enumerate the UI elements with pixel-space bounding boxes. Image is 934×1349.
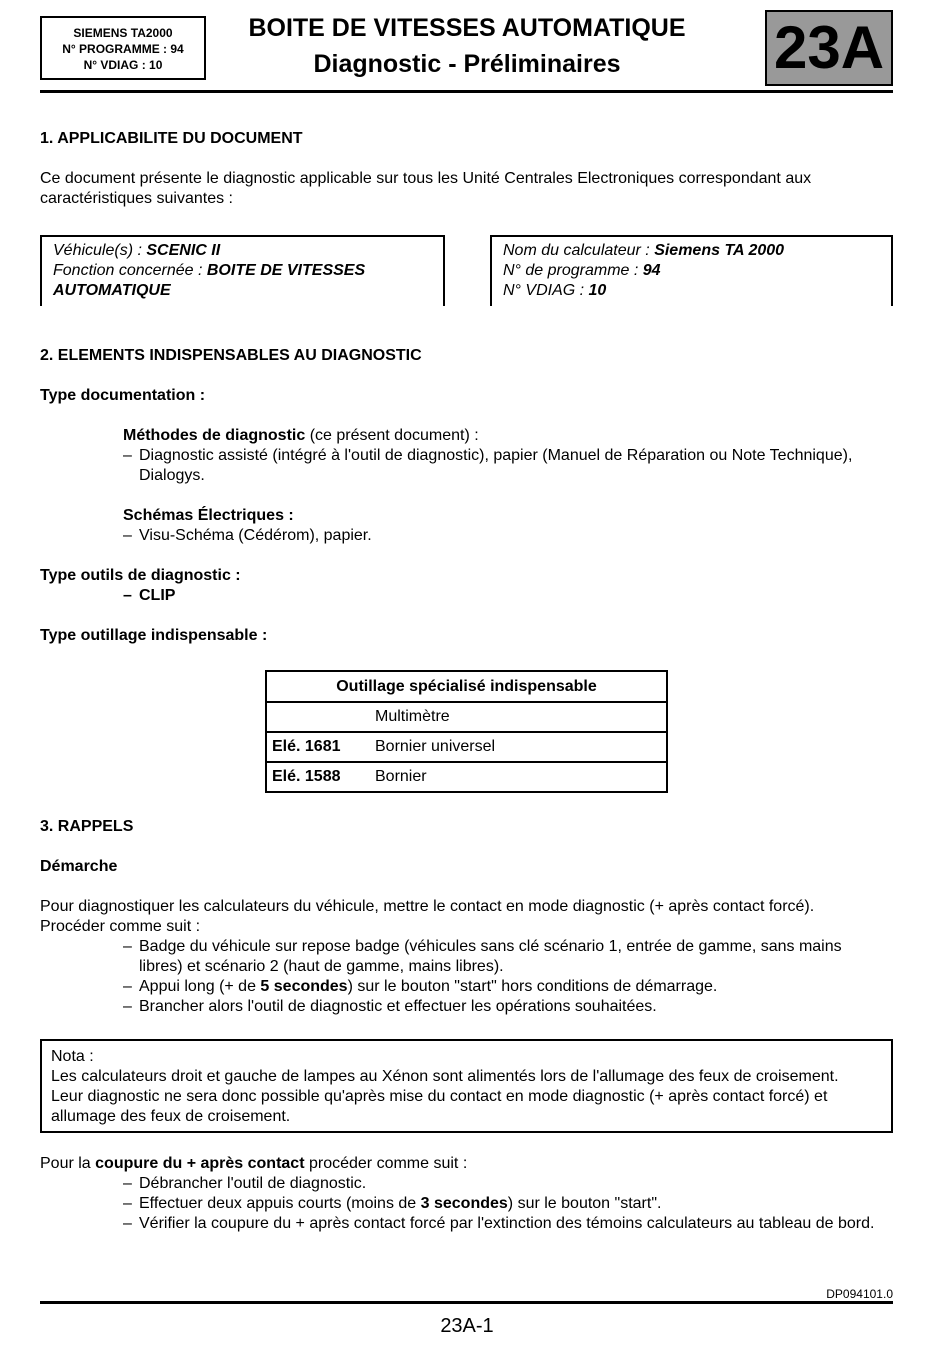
- list-dash: –: [123, 587, 132, 604]
- tool-ref: Elé. 1588: [266, 762, 370, 792]
- cut-item-2-c: ) sur le bouton "start".: [507, 1195, 662, 1212]
- schemas-title: Schémas Électriques :: [123, 507, 294, 524]
- table-header: Outillage spécialisé indispensable: [266, 671, 667, 702]
- table-header-row: [266, 671, 667, 702]
- vdiag-label: N° VDIAG :: [503, 282, 589, 299]
- tool-name: Multimètre: [370, 702, 667, 732]
- program-label: N° de programme :: [503, 262, 643, 279]
- cut-item-1: Débrancher l'outil de diagnostic.: [139, 1175, 367, 1192]
- program-value: 94: [642, 262, 661, 279]
- tool-name: Bornier: [370, 762, 667, 792]
- section-3-heading: 3. RAPPELS: [40, 818, 134, 835]
- document-reference: DP094101.0: [826, 1287, 893, 1301]
- procedure-item-3: Brancher alors l'outil de diagnostic et effectuer les opérations souhaitées.: [139, 998, 657, 1015]
- tool-type-label: Type outils de diagnostic :: [40, 567, 241, 584]
- table-row: [266, 732, 667, 762]
- page-subtitle: Diagnostic - Préliminaires: [313, 50, 621, 78]
- ecu-value: Siemens TA 2000: [654, 242, 785, 259]
- cut-item-2-b: 3 secondes: [420, 1195, 508, 1212]
- procedure-para-1: Pour diagnostiquer les calculateurs du véhicule, mettre le contact en mode diagnostic (+ après contact forcé).: [40, 898, 815, 915]
- procedure-item-1-line-2: libres) et scénario 2 (haut de gamme, mains libres).: [139, 958, 504, 975]
- procedure-item-1-line-1: Badge du véhicule sur repose badge (véhicules sans clé scénario 1, entrée de gamme, sans mains: [139, 938, 842, 955]
- list-dash: –: [123, 1175, 132, 1192]
- header-rule: [40, 90, 893, 93]
- procedure-item-2-c: ) sur le bouton "start" hors conditions de démarrage.: [347, 978, 718, 995]
- schemas-item: Visu-Schéma (Cédérom), papier.: [139, 527, 372, 544]
- function-label: Fonction concernée :: [53, 262, 207, 279]
- nota-line-2: Leur diagnostic ne sera donc possible qu'après mise du contact en mode diagnostic (+ après contact forcé) et: [51, 1088, 828, 1105]
- tool-item-label: CLIP: [139, 587, 176, 604]
- vehicle-value: SCENIC II: [146, 242, 221, 259]
- list-dash: –: [123, 978, 132, 995]
- cut-intro-c: procéder comme suit :: [304, 1155, 468, 1172]
- header-program: N° PROGRAMME : 94: [62, 42, 184, 56]
- chapter-code: 23A: [765, 10, 893, 86]
- nota-line-1: Les calculateurs droit et gauche de lampes au Xénon sont alimentés lors de l'allumage des feux de croisement.: [51, 1068, 839, 1085]
- cut-intro-a: Pour la: [40, 1155, 96, 1172]
- table-row: [266, 762, 667, 792]
- list-dash: –: [123, 998, 132, 1015]
- list-dash: –: [123, 527, 132, 544]
- methods-title: Méthodes de diagnostic: [123, 427, 306, 444]
- nota-line-3: allumage des feux de croisement.: [51, 1108, 291, 1125]
- section-2-heading: 2. ELEMENTS INDISPENSABLES AU DIAGNOSTIC: [40, 347, 422, 364]
- cut-item-3: Vérifier la coupure du + après contact forcé par l'extinction des témoins calculateurs au tableau de bord.: [139, 1215, 875, 1232]
- function-value: BOITE DE VITESSES AUTOMATIQUE: [53, 262, 366, 299]
- footer-rule: [40, 1301, 893, 1304]
- section-1-intro: Ce document présente le diagnostic applicable sur tous les Unité Centrales Electroniques correspondant aux caractéristiques suivantes :: [40, 170, 812, 207]
- section-1-heading: 1. APPLICABILITE DU DOCUMENT: [40, 130, 303, 147]
- cut-item-2-a: Effectuer deux appuis courts (moins de: [139, 1195, 421, 1212]
- tool-name: Bornier universel: [370, 732, 667, 762]
- methods-block: [123, 426, 903, 486]
- cut-list: [123, 1174, 913, 1234]
- doc-type-label: Type documentation :: [40, 387, 206, 404]
- page-title: BOITE DE VITESSES AUTOMATIQUE: [248, 14, 686, 42]
- procedure-item-2-b: 5 secondes: [260, 978, 348, 995]
- tool-ref: Elé. 1681: [266, 732, 370, 762]
- table-row: [266, 702, 667, 732]
- methods-item: Diagnostic assisté (intégré à l'outil de diagnostic), papier (Manuel de Réparation ou Note Technique), Dialogys.: [139, 447, 853, 484]
- list-dash: –: [123, 1215, 132, 1232]
- page-number: 23A-1: [440, 1315, 494, 1337]
- applicability-ecu-box: [490, 235, 893, 306]
- cut-intro-b: coupure du + après contact: [95, 1155, 305, 1172]
- applicability-vehicle-box: [40, 235, 445, 306]
- schemas-block: [123, 506, 883, 546]
- header-info-box: [40, 16, 206, 80]
- procedure-list: [123, 937, 913, 1017]
- procedure-intro: [40, 897, 900, 937]
- tools-table: [265, 670, 668, 793]
- procedure-para-2: Procéder comme suit :: [40, 918, 201, 935]
- methods-note: (ce présent document) :: [305, 427, 479, 444]
- ecu-label: Nom du calculateur :: [503, 242, 655, 259]
- header-model: SIEMENS TA2000: [73, 26, 173, 40]
- cut-intro: [40, 1154, 467, 1174]
- nota-title: Nota :: [51, 1048, 94, 1065]
- header-vdiag: N° VDIAG : 10: [83, 58, 163, 72]
- list-dash: –: [123, 938, 132, 955]
- nota-box: [40, 1039, 893, 1133]
- vehicle-label: Véhicule(s) :: [53, 242, 147, 259]
- tool-ref: [266, 702, 370, 732]
- equipment-type-label: Type outillage indispensable :: [40, 627, 268, 644]
- procedure-subheading: Démarche: [40, 858, 118, 875]
- tool-item: [123, 586, 175, 606]
- list-dash: –: [123, 447, 132, 464]
- vdiag-value: 10: [588, 282, 607, 299]
- procedure-item-2-a: Appui long (+ de: [139, 978, 261, 995]
- list-dash: –: [123, 1195, 132, 1212]
